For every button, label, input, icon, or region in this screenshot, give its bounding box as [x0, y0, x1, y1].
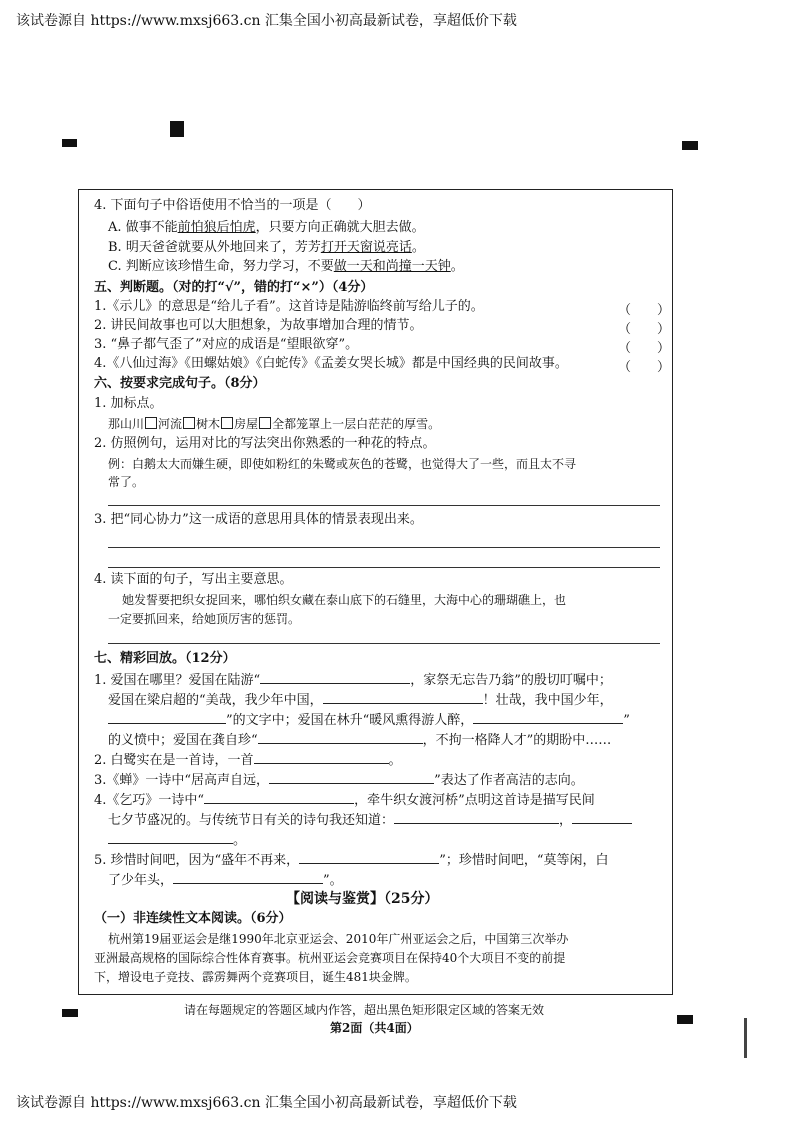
- s6-q2-example-1: 例：白鹅太大而嫌生硬，即使如粉红的朱鹭或灰色的苍鹭，也觉得大了一些，而且太不寻: [108, 457, 577, 471]
- reading-passage-3: 下，增设电子竞技、霹雳舞两个竞赛项目，诞生481块金牌。: [94, 970, 417, 984]
- judge-paren-2[interactable]: （ ）: [618, 322, 671, 337]
- s7-line-6: 3.《蝉》一诗中“居高声自远， ”表达了作者高洁的志向。: [94, 773, 584, 788]
- fill-blank[interactable]: [108, 711, 226, 724]
- q4-option-b: B. 明天爸爸就要从外地回来了，芳芳打开天窗说亮话。: [108, 240, 425, 255]
- punct-box-1[interactable]: [145, 417, 157, 429]
- fill-blank[interactable]: [258, 731, 423, 744]
- answer-line[interactable]: [108, 505, 660, 506]
- judge-item-3: 3. “鼻子都气歪了”对应的成语是“望眼欲穿”。: [94, 337, 359, 352]
- fill-blank[interactable]: [394, 811, 559, 824]
- scan-mark-top-right: [682, 141, 698, 150]
- fill-blank[interactable]: [204, 791, 354, 804]
- s7-line-11: 了少年头， ”。: [108, 873, 343, 888]
- punct-box-3[interactable]: [221, 417, 233, 429]
- scan-mark-top-center: [170, 121, 184, 137]
- fill-blank[interactable]: [173, 871, 323, 884]
- s7-line-10: 5. 珍惜时间吧，因为“盛年不再来， ”；珍惜时间吧，“莫等闲，白: [94, 853, 609, 868]
- reading-subheading: （一）非连续性文本阅读。（6分）: [94, 911, 292, 926]
- punct-box-2[interactable]: [183, 417, 195, 429]
- section6-title: 六、按要求完成句子。（8分）: [94, 376, 266, 391]
- fill-blank[interactable]: [254, 751, 389, 764]
- answer-area-note: 请在每题规定的答题区域内作答，超出黑色矩形限定区域的答案无效: [184, 1003, 545, 1017]
- fill-blank[interactable]: [299, 851, 439, 864]
- q4-option-c: C. 判断应该珍惜生命，努力学习，不要做一天和尚撞一天钟。: [108, 259, 464, 274]
- q4-stem: 4. 下面句子中俗语使用不恰当的一项是（ ）: [94, 198, 371, 213]
- reading-passage-2: 亚洲最高规格的国际综合性体育赛事。杭州亚运会竞赛项目在保持40个大项目不变的前提: [94, 951, 566, 965]
- s6-q2-example-2: 常了。: [108, 475, 145, 489]
- judge-paren-3[interactable]: （ ）: [618, 341, 671, 356]
- page-number: 第2面（共4面）: [330, 1021, 419, 1035]
- fill-blank[interactable]: [108, 831, 233, 844]
- watermark-header: 该试卷源自 https://www.mxsj663.cn 汇集全国小初高最新试卷，享超低价下载: [16, 13, 517, 29]
- section7-title: 七、精彩回放。（12分）: [94, 651, 236, 666]
- s7-line-4: 的义愤中；爱国在龚自珍“ ，不拘一格降人才”的期盼中……: [108, 733, 612, 748]
- s7-line-8: 七夕节盛况的。与传统节日有关的诗句我还知道： ，: [108, 811, 632, 829]
- s6-q1-sentence: 那山川 河流 树木 房屋 全都笼罩上一层白茫茫的厚雪。: [108, 417, 441, 431]
- judge-item-2: 2. 讲民间故事也可以大胆想象，为故事增加合理的情节。: [94, 318, 423, 333]
- s7-line-1: 1. 爱国在哪里？爱国在陆游“ ，家祭无忘告乃翁”的殷切叮嘱中；: [94, 673, 612, 688]
- judge-item-4: 4.《八仙过海》《田螺姑娘》《白蛇传》《孟姜女哭长城》都是中国经典的民间故事。: [94, 356, 568, 371]
- reading-passage-1: 杭州第19届亚运会是继1990年北京亚运会、2010年广州亚运会之后，中国第三次举办: [108, 932, 569, 946]
- fill-blank[interactable]: [572, 811, 632, 824]
- answer-line[interactable]: [108, 643, 660, 644]
- punct-box-4[interactable]: [259, 417, 271, 429]
- s6-q2: 2. 仿照例句，运用对比的写法突出你熟悉的一种花的特点。: [94, 436, 436, 451]
- s6-q3: 3. 把“同心协力”这一成语的意思用具体的情景表现出来。: [94, 512, 423, 527]
- answer-line[interactable]: [108, 547, 660, 548]
- section5-title: 五、判断题。（对的打“√”，错的打“×”）（4分）: [94, 280, 374, 295]
- scan-mark-bottom-right: [677, 1015, 693, 1024]
- scan-edge-mark: [744, 1018, 747, 1058]
- judge-paren-4[interactable]: （ ）: [618, 360, 671, 375]
- judge-paren-1[interactable]: （ ）: [618, 303, 671, 318]
- answer-line[interactable]: [108, 567, 660, 568]
- reading-header: 【阅读与鉴赏】（25分）: [286, 891, 439, 907]
- s6-q4-passage-2: 一定要抓回来，给她顶厉害的惩罚。: [108, 612, 301, 626]
- s7-line-5: 2. 白鹭实在是一首诗，一首 。: [94, 753, 402, 768]
- fill-blank[interactable]: [323, 691, 483, 704]
- s6-q4-passage-1: 她发誓要把织女捉回来，哪怕织女藏在泰山底下的石缝里，大海中心的珊瑚礁上，也: [122, 593, 567, 607]
- judge-item-1: 1.《示儿》的意思是“给儿子看”。这首诗是陆游临终前写给儿子的。: [94, 299, 484, 314]
- fill-blank[interactable]: [260, 671, 410, 684]
- fill-blank[interactable]: [269, 771, 434, 784]
- s7-line-9: 。: [108, 831, 246, 849]
- s7-line-2: 爱国在梁启超的“美哉，我少年中国， ！壮哉，我中国少年，: [108, 693, 613, 708]
- s6-q1: 1. 加标点。: [94, 396, 163, 411]
- scan-mark-top-left: [62, 139, 77, 147]
- fill-blank[interactable]: [473, 711, 623, 724]
- s6-q4: 4. 读下面的句子，写出主要意思。: [94, 572, 293, 587]
- s7-line-7: 4.《乞巧》一诗中“ ，牵牛织女渡河桥”点明这首诗是描写民间: [94, 793, 595, 808]
- scan-mark-bottom-left: [62, 1009, 78, 1017]
- s7-line-3: ”的文字中；爱国在林升“暖风熏得游人醉， ”: [108, 711, 630, 729]
- q4-option-a: A. 做事不能前怕狼后怕虎，只要方向正确就大胆去做。: [108, 220, 425, 235]
- watermark-footer: 该试卷源自 https://www.mxsj663.cn 汇集全国小初高最新试卷，享超低价下载: [16, 1095, 517, 1111]
